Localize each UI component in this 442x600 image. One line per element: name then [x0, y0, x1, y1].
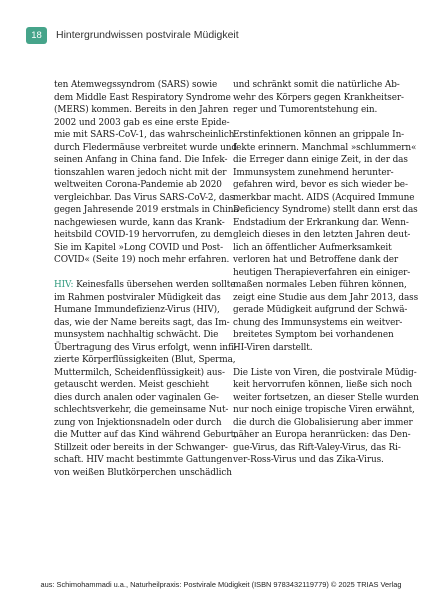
paragraph-line: und schränkt somit die natürliche Ab-	[233, 80, 400, 90]
paragraph-line: Humane Immundefizienz-Virus (HIV),	[54, 305, 220, 315]
paragraph-line: das, wie der Name bereits sagt, das Im-	[54, 317, 230, 328]
paragraph-line: ver-Ross-Virus und das Zika-Virus.	[233, 455, 384, 465]
paragraph-line: heutigen Therapieverfahren ein einiger-	[233, 267, 411, 278]
paragraph-line: Stillzeit oder bereits in der Schwanger-	[54, 442, 228, 453]
paragraph-line: munsystem nachhaltig schwächt. Die	[54, 330, 219, 340]
paragraph-immune-defense	[233, 79, 404, 117]
page-number-badge: 18	[26, 27, 47, 44]
paragraph-line: 2002 und 2003 gab es eine erste Epide-	[54, 117, 230, 128]
paragraph-line: breitetes Symptom bei vorhandenen	[233, 330, 394, 340]
paragraph-line: seinen Anfang in China fand. Die Infek-	[54, 155, 228, 165]
paragraph-line: getauscht werden. Meist geschieht	[54, 380, 209, 390]
paragraph-line: Erstinfektionen können an grippale In-	[233, 130, 405, 140]
paragraph-line: lich an öffentlicher Aufmerksamkeit	[233, 242, 392, 253]
paragraph-gap	[54, 267, 218, 280]
paragraph-line: wehr des Körpers gegen Krankheitser-	[233, 92, 404, 103]
paragraph-line: heitsbild COVID-19 hervorrufen, zu dem	[54, 230, 233, 240]
paragraph-line: (MERS) kommen. Bereits in den Jahren	[54, 105, 229, 115]
paragraph-line: im Rahmen postviraler Müdigkeit das	[54, 292, 221, 303]
hiv-first-line-text: Keinesfalls übersehen werden sollte	[73, 280, 236, 290]
paragraph-line: die durch die Globalisierung aber immer	[233, 417, 413, 428]
paragraph-line: näher an Europa heranrücken: das Den-	[233, 430, 411, 440]
paragraph-gap	[233, 117, 397, 130]
paragraph-line: HI-Viren darstellt.	[233, 342, 313, 353]
paragraph-line: tionszahlen waren jedoch nicht mit der	[54, 167, 227, 178]
paragraph-line: gefahren wird, bevor es sich wieder be-	[233, 180, 408, 190]
paragraph-line: Sie im Kapitel »Long COVID und Post-	[54, 242, 224, 253]
paragraph-gap	[233, 354, 397, 367]
paragraph-line: zierte Körperflüssigkeiten (Blut, Sperma,	[54, 355, 236, 365]
left-column	[54, 79, 239, 479]
paragraph-line: nachgewiesen wurde, kann das Krank-	[54, 217, 225, 228]
paragraph-line: schlechtsverkehr, die gemeinsame Nut-	[54, 405, 229, 415]
paragraph-line: Immunsystem zunehmend herunter-	[233, 167, 394, 178]
paragraph-line: dies durch analen oder vaginalen Ge-	[54, 392, 219, 403]
paragraph-line: merkbar macht. AIDS (Acquired Immune	[233, 192, 415, 203]
paragraph-line: zeigt eine Studie aus dem Jahr 2013, dass	[233, 292, 419, 303]
right-column	[233, 79, 419, 467]
paragraph-line: COVID« (Seite 19) noch mehr erfahren.	[54, 255, 230, 265]
paragraph-line: Muttermilch, Scheidenflüssigkeit) aus-	[54, 367, 225, 378]
paragraph-sars	[54, 79, 239, 267]
running-head: Hintergrundwissen postvirale Müdigkeit	[56, 29, 239, 41]
paragraph-line: Die Liste von Viren, die postvirale Müdig-	[233, 367, 417, 378]
paragraph-line: vergleichbar. Das Virus SARS-CoV-2, das	[54, 192, 235, 203]
paragraph-line: verloren hat und Betroffene dank der	[233, 255, 399, 265]
paragraph-line: reger und Tumorentstehung ein.	[233, 105, 378, 115]
paragraph-line: weltweiten Corona-Pandemie ab 2020	[54, 180, 222, 190]
paragraph-line: dem Middle East Respiratory Syndrome	[54, 92, 231, 103]
paragraph-hiv	[54, 279, 237, 479]
paragraph-line: die Mutter auf das Kind während Geburt,	[54, 430, 237, 440]
paragraph-line: Deficiency Syndrome) stellt dann erst das	[233, 205, 418, 215]
paragraph-line	[54, 279, 236, 292]
paragraph-line: Übertragung des Virus erfolgt, wenn infi-	[54, 342, 237, 353]
paragraph-line: gegen Jahresende 2019 erstmals in China	[54, 205, 239, 215]
paragraph-line: nur noch einige tropische Viren erwähnt,	[233, 405, 415, 415]
paragraph-line: Endstadium der Erkrankung dar. Wenn-	[233, 217, 409, 228]
paragraph-line: ten Atemwegssyndrom (SARS) sowie	[54, 80, 218, 90]
hiv-term: HIV:	[54, 280, 74, 290]
paragraph-line: maßen normales Leben führen können,	[233, 280, 407, 290]
paragraph-virus-list	[233, 367, 419, 467]
paragraph-line: von weißen Blutkörperchen unschädlich	[54, 467, 232, 478]
paragraph-line: durch Fledermäuse verbreitet wurde und	[54, 142, 237, 153]
paragraph-line: fekte erinnern. Manchmal »schlummern«	[233, 142, 417, 153]
paragraph-line: zung von Injektionsnadeln oder durch	[54, 417, 222, 428]
paragraph-line: chung des Immunsystems ein weitver-	[233, 317, 403, 328]
paragraph-line: weiter fortsetzen, an dieser Stelle wurden	[233, 392, 419, 403]
paragraph-line: gleich dieses in den letzten Jahren deut-	[233, 230, 411, 240]
paragraph-line: gue-Virus, das Rift-Valey-Virus, das Ri-	[233, 442, 401, 453]
paragraph-initial-infection	[233, 129, 419, 354]
paragraph-line: die Erreger dann einige Zeit, in der das	[233, 155, 408, 165]
paragraph-line: keit hervorrufen können, ließe sich noch	[233, 380, 413, 390]
paragraph-line: gerade Müdigkeit aufgrund der Schwä-	[233, 305, 408, 315]
paragraph-line: schaft. HIV macht bestimmte Gattungen	[54, 455, 233, 465]
paragraph-line: mie mit SARS-CoV-1, das wahrscheinlich	[54, 130, 235, 140]
footer-citation: aus: Schimohammadi u.a., Naturheilpraxis: Postvirale Müdigkeit (ISBN 9783432119779) © 2025 TRIAS Verlag	[40, 580, 402, 589]
